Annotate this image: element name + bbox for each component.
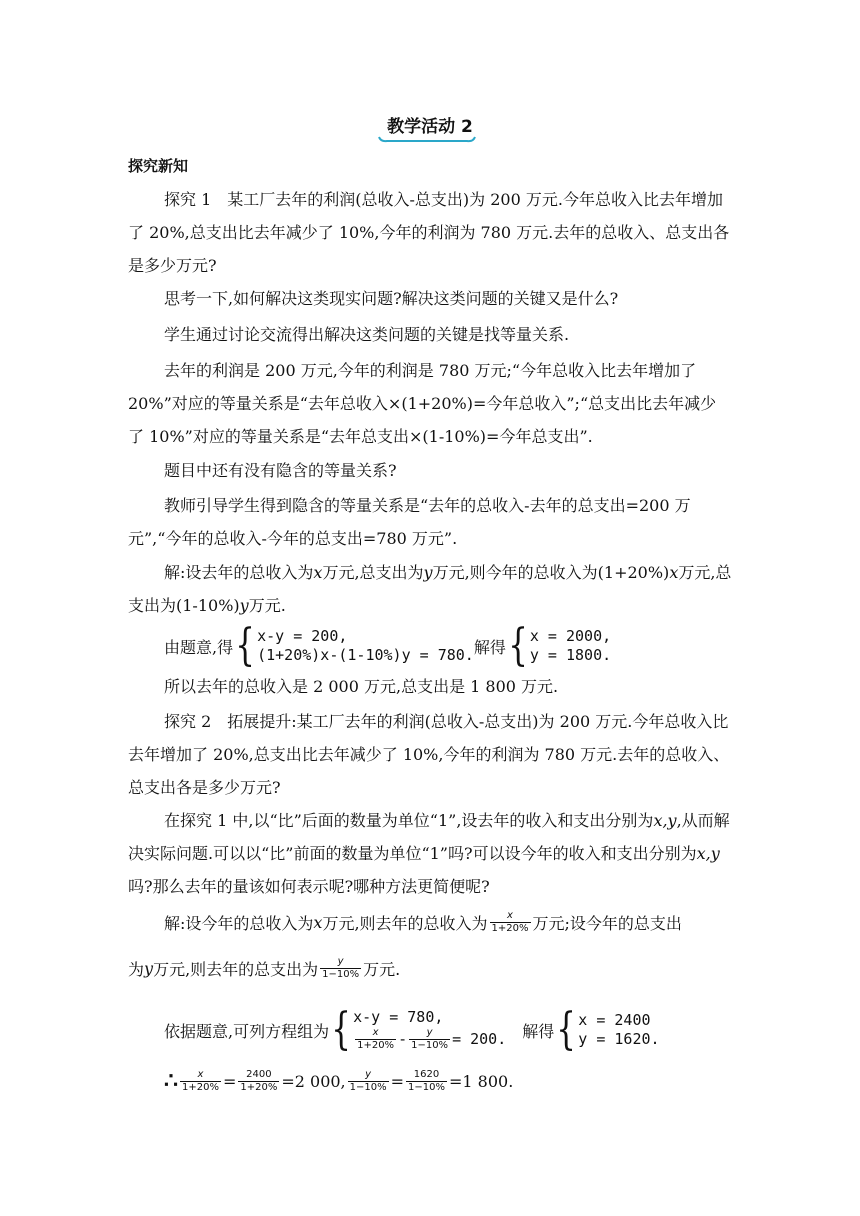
text: 万元,则今年的总收入为(1+20%) [432, 563, 670, 582]
solution-2 [554, 1004, 660, 1055]
brace-symbol: { [556, 1004, 577, 1055]
var-x: x [313, 563, 323, 582]
brace-symbol: { [508, 620, 528, 671]
solution-2-line-2 [128, 956, 400, 981]
system-2 [329, 1004, 507, 1055]
text: 解:设去年的总收入为 [164, 563, 314, 582]
therefore-symbol: ∴ [164, 1068, 178, 1094]
frac-denominator: 1−10% [408, 1081, 445, 1093]
fraction [409, 1027, 450, 1052]
frac-denominator: 1+20% [491, 923, 529, 934]
equation-line: x-y = 200, [257, 627, 348, 645]
var-y: y [239, 596, 249, 615]
equation-line: (1+20%)x-(1-10%)y = 780. [257, 646, 474, 664]
fraction [238, 1069, 279, 1094]
text: 由题意,得 [164, 637, 234, 657]
fraction [320, 956, 361, 981]
brace-symbol: { [331, 1004, 351, 1055]
equation-line [353, 1027, 506, 1052]
frac-numerator: 2400 [246, 1068, 272, 1080]
fraction [355, 1027, 396, 1052]
teacher-guide-paragraph: 教师引导学生得到隐含的等量关系是“去年的总收入-去年的总支出=200 万元”,“今年的总收入-今年的总支出=780 万元”. [128, 496, 691, 548]
frac-denominator: 1+20% [240, 1081, 278, 1093]
text: 解:设今年的总收入为 [164, 914, 314, 933]
section-heading: 探究新知 [128, 157, 189, 175]
equation-system-1 [164, 620, 612, 671]
text: 依据题意,可列方程组为 [164, 1021, 330, 1041]
page-title [381, 110, 479, 143]
text: 吗?那么去年的量该如何表示呢?哪种方法更简便呢? [128, 877, 490, 896]
equation-line: y = 1620. [578, 1030, 660, 1048]
text: 解得 [473, 637, 506, 657]
frac-numerator: 1620 [413, 1068, 440, 1080]
frac-numerator: x [197, 1068, 204, 1080]
equation-line: y = 1800. [529, 646, 612, 664]
system-1 [233, 620, 474, 671]
fraction [180, 1069, 221, 1094]
explore-2-paragraph: 探究 2 拓展提升:某工厂去年的利润(总收入-总支出)为 200 万元.今年总收入比去年增加了 20%,总支出比去年减少了 10%,今年的利润为 780 万元.去年的总收入、总支出各是多少万元? [128, 712, 730, 797]
frac-numerator: y [337, 956, 344, 967]
solution-1-setup [128, 556, 732, 622]
page-title-text: 教学活动 2 [387, 117, 473, 137]
fraction [490, 910, 531, 935]
text: 为 [128, 960, 145, 979]
solution-2-line-1 [164, 910, 682, 935]
explore-2-discussion [128, 804, 732, 903]
fraction [348, 1069, 389, 1094]
text: 万元,总支出为(1-10%) [128, 563, 732, 615]
explore-1-paragraph: 探究 1 某工厂去年的利润(总收入-总支出)为 200 万元.今年总收入比去年增加了 20%,总支出比去年减少了 10%,今年的利润为 780 万元.去年的总收入、总支出各是多少万元? [128, 190, 730, 275]
var-y: y [144, 959, 154, 978]
frac-denominator: 1+20% [357, 1040, 395, 1051]
final-computation: ∴ $\frac{x}{1+20\%}$ = $\frac{2400}{1+20\%}$ =2 000, $\frac{y}{1-10\%}$ = $\frac{1620}{1-10\%}$ =1 800. [164, 1068, 514, 1094]
equation-line: x-y = 780, [353, 1008, 444, 1026]
var-y: y [423, 563, 433, 582]
frac-numerator: y [426, 1027, 433, 1038]
minus-sign: - [398, 1030, 408, 1048]
text: 万元,总支出为 [322, 563, 424, 582]
text: = 200. [452, 1030, 507, 1048]
text: 万元. [363, 960, 401, 979]
text: 解得 [522, 1021, 555, 1041]
frac-numerator: y [365, 1068, 372, 1080]
fraction [406, 1069, 447, 1094]
text: 万元,则去年的总收入为 [322, 914, 488, 933]
text: 在探究 1 中,以“比”后面的数量为单位“1”,设去年的收入和支出分别为 [164, 811, 654, 830]
vars: x,y [653, 811, 677, 830]
title-block [0, 110, 860, 143]
frac-numerator: x [372, 1027, 379, 1038]
equation-line: x = 2400 [578, 1011, 651, 1029]
frac-denominator: 1+20% [182, 1081, 219, 1093]
think-paragraph: 思考一下,如何解决这类现实问题?解决这类问题的关键又是什么? [164, 289, 619, 308]
hidden-relation-question: 题目中还有没有隐含的等量关系? [164, 461, 397, 480]
frac-denominator: 1−10% [349, 1081, 387, 1093]
frac-denominator: 1−10% [322, 969, 360, 980]
text: =1 800. [448, 1071, 514, 1091]
var-x: x [669, 563, 679, 582]
equation-system-2 [164, 1004, 660, 1055]
answer-1: 所以去年的总收入是 2 000 万元,总支出是 1 800 万元. [164, 677, 559, 696]
text: 万元;设今年的总支出 [532, 914, 682, 933]
frac-denominator: 1−10% [411, 1040, 449, 1051]
equation-line: x = 2000, [529, 627, 612, 645]
brace-symbol: { [235, 620, 255, 671]
solution-1 [506, 620, 612, 671]
text: 万元,则去年的总支出为 [153, 960, 319, 979]
vars: x,y [696, 844, 720, 863]
frac-numerator: x [507, 910, 513, 921]
text: =2 000, [281, 1071, 346, 1091]
text: 万元. [248, 596, 286, 615]
text: ,从而解决实际问题.可以以“比”前面的数量为单位“1”吗?可以设今年的收入和支出分别为 [128, 811, 730, 863]
var-x: x [313, 913, 323, 932]
discussion-paragraph: 学生通过讨论交流得出解决这类问题的关键是找等量关系. [164, 325, 570, 344]
relation-paragraph: 去年的利润是 200 万元,今年的利润是 780 万元;“今年总收入比去年增加了 20%”对应的等量关系是“去年总收入×(1+20%)=今年总收入”;“总支出比去年减少了 10%”对应的等量关系是“去年总支出×(1-10%)=今年总支出”. [128, 361, 717, 446]
title-underline [377, 133, 477, 143]
